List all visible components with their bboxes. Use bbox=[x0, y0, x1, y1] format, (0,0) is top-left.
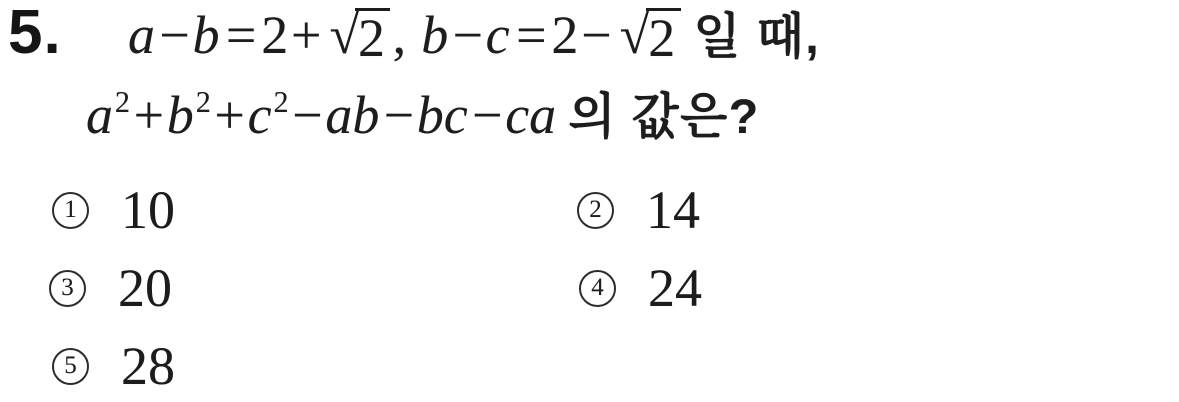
minus-sign: − bbox=[292, 85, 323, 145]
circled-number-2-icon: 2 bbox=[577, 192, 614, 229]
choice-option-4 bbox=[579, 258, 702, 318]
choice-value: 14 bbox=[646, 180, 700, 240]
choice-value: 28 bbox=[121, 336, 175, 396]
equals-sign: = bbox=[225, 5, 257, 65]
choice-option-3 bbox=[49, 258, 172, 318]
math-term-bc: bc bbox=[416, 85, 468, 145]
plus-sign: + bbox=[133, 85, 165, 145]
math-var-b: b bbox=[421, 5, 449, 65]
sqrt-expression bbox=[329, 5, 390, 68]
minus-sign: − bbox=[581, 5, 612, 65]
math-var-a: a bbox=[86, 85, 113, 145]
minus-sign: − bbox=[159, 5, 190, 65]
math-var-b: b bbox=[166, 85, 194, 145]
minus-sign: − bbox=[383, 85, 415, 145]
math-var-a: a bbox=[128, 5, 155, 65]
circled-number-4-icon: 4 bbox=[579, 270, 616, 307]
circled-number-3-icon: 3 bbox=[49, 270, 86, 307]
math-var-c: c bbox=[485, 5, 510, 65]
minus-sign: − bbox=[452, 5, 483, 65]
korean-when-text: 일 때, bbox=[693, 10, 821, 64]
comma: , bbox=[392, 5, 407, 65]
math-var-b: b bbox=[192, 5, 220, 65]
circled-number-5-icon: 5 bbox=[52, 348, 89, 385]
minus-sign: − bbox=[472, 85, 503, 145]
math-term-ab: ab bbox=[325, 85, 380, 145]
plus-sign: + bbox=[214, 85, 245, 145]
choice-value: 20 bbox=[118, 258, 172, 318]
radicand-2: 2 bbox=[646, 8, 681, 66]
plus-sign: + bbox=[290, 5, 322, 65]
choice-option-2 bbox=[577, 180, 700, 240]
choice-value: 10 bbox=[121, 180, 175, 240]
radical-icon: √ bbox=[619, 5, 650, 65]
radicand-2: 2 bbox=[355, 8, 390, 66]
given-conditions-line bbox=[128, 4, 820, 66]
superscript-2: 2 bbox=[114, 85, 131, 120]
number-2: 2 bbox=[551, 5, 579, 65]
math-term-ca: ca bbox=[505, 85, 557, 145]
sqrt-expression bbox=[619, 5, 681, 68]
number-2: 2 bbox=[261, 5, 289, 65]
radical-icon: √ bbox=[329, 5, 360, 65]
equals-sign: = bbox=[516, 5, 547, 65]
choice-option-5 bbox=[52, 336, 175, 396]
math-var-c: c bbox=[247, 85, 272, 145]
circled-number-1-icon: 1 bbox=[52, 192, 89, 229]
choice-option-1 bbox=[52, 180, 175, 240]
target-expression-line bbox=[86, 84, 760, 146]
korean-value-question-text: 의 값은? bbox=[568, 90, 760, 144]
question-number: 5. bbox=[8, 0, 62, 67]
choice-value: 24 bbox=[648, 258, 702, 318]
superscript-2: 2 bbox=[273, 85, 289, 120]
superscript-2: 2 bbox=[195, 85, 211, 120]
